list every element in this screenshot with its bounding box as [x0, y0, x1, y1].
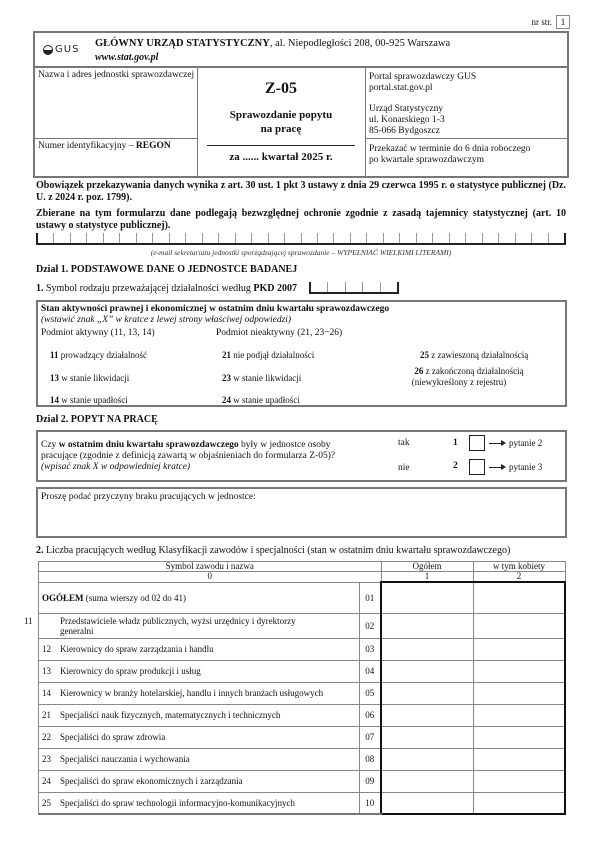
total-input[interactable] — [381, 660, 473, 682]
char-cell[interactable] — [334, 233, 350, 243]
total-input[interactable] — [381, 704, 473, 726]
org-name: GŁÓWNY URZĄD STATYSTYCZNY — [95, 38, 270, 49]
answer-yes-checkbox[interactable] — [469, 435, 485, 451]
occupation-symbol: 13 — [42, 666, 51, 676]
answer-yes-label: tak — [398, 438, 410, 448]
table-colnum-row: 0 1 2 — [39, 572, 566, 583]
occupation-symbol: 22 — [42, 732, 51, 742]
org-title — [95, 38, 450, 49]
women-input[interactable] — [473, 613, 565, 638]
char-cell[interactable] — [367, 233, 383, 243]
char-cell[interactable] — [516, 233, 532, 243]
occupation-name: 22 Specjaliści do spraw zdrowia — [39, 726, 360, 748]
table-row — [39, 704, 566, 726]
table-header-row — [39, 562, 566, 572]
women-input[interactable] — [473, 770, 565, 792]
row-number: 10 — [359, 792, 381, 814]
col-header-women: w tym kobiety — [473, 562, 565, 572]
legal-confidentiality: Zbierane na tym formularzu dane podlegają bezwzględnej ochronie zgodnie z zasadą tajemnicy statystycznej (art. 10 ustawy o statystyce publicznej). — [36, 208, 566, 231]
row-number: 04 — [359, 660, 381, 682]
status-option-13[interactable]: 13 w stanie likwidacji — [50, 373, 130, 383]
char-cell[interactable] — [309, 282, 328, 292]
total-input[interactable] — [381, 792, 473, 814]
form-info-grid — [33, 67, 569, 178]
char-cell[interactable] — [203, 233, 219, 243]
char-cell[interactable] — [36, 233, 54, 243]
status-title: Stan aktywności prawnej i ekonomicznej w ostatnim dniu kwartału sprawozdawczego — [41, 304, 390, 314]
total-input[interactable] — [381, 682, 473, 704]
table-row — [39, 770, 566, 792]
char-cell[interactable] — [450, 233, 466, 243]
char-cell[interactable] — [170, 233, 186, 243]
regon-field[interactable]: Numer identyfikacyjny – REGON — [38, 141, 171, 151]
char-cell[interactable] — [120, 233, 136, 243]
row-number: 06 — [359, 704, 381, 726]
char-cell[interactable] — [499, 233, 515, 243]
portal-link[interactable]: portal.stat.gov.pl — [369, 83, 433, 93]
goto-question-2: pytanie 2 — [489, 438, 542, 448]
page-number — [531, 15, 570, 29]
col-header-name: Symbol zawodu i nazwa — [39, 562, 382, 572]
total-input[interactable] — [381, 613, 473, 638]
page-number-label: nr str. — [531, 17, 552, 27]
row-number: 05 — [359, 682, 381, 704]
answer-no-label: nie — [398, 463, 410, 473]
occupation-name: 12 Kierownicy do spraw zarządzania i handlu — [39, 638, 360, 660]
char-cell[interactable] — [483, 233, 499, 243]
email-input[interactable] — [36, 233, 566, 245]
row-number: 01 — [359, 582, 381, 613]
status-option-26[interactable]: 26 z zakończoną działalnością (niewykreślony z rejestru) — [411, 366, 524, 387]
women-input[interactable] — [473, 726, 565, 748]
answer-yes-code: 1 — [453, 438, 458, 448]
char-cell[interactable] — [219, 233, 235, 243]
table-row — [39, 726, 566, 748]
workers-question: Czy w ostatnim dniu kwartału sprawozdawczego były w jednostce osoby pracujące (zgodnie z definicją zawartą w objaśnieniach do formularza Z-05)? (wpisać znak X w odpowiedniej kratce) — [41, 440, 336, 472]
table-row — [39, 582, 566, 613]
unit-name-label: Nazwa i adres jednostki sprawozdawczej — [38, 70, 195, 80]
row-number: 09 — [359, 770, 381, 792]
char-cell[interactable] — [351, 233, 367, 243]
char-cell[interactable] — [433, 233, 449, 243]
gus-logo-icon — [43, 45, 53, 55]
occupation-name: 23 Specjaliści nauczania i wychowania — [39, 748, 360, 770]
page-number-value: 1 — [556, 15, 570, 29]
total-input[interactable] — [381, 726, 473, 748]
char-cell[interactable] — [466, 233, 482, 243]
answer-no-checkbox[interactable] — [469, 459, 485, 475]
status-hint: (wstawić znak „X” w kratce z lewej strony właściwej odpowiedzi) — [41, 315, 292, 325]
form-title: Sprawozdanie popytu na pracę — [229, 109, 333, 135]
char-cell[interactable] — [269, 233, 285, 243]
reporting-period: za ...... kwartał 2025 r. — [229, 151, 333, 163]
arrow-right-icon — [501, 440, 506, 446]
char-cell[interactable] — [186, 233, 202, 243]
table-row — [39, 613, 566, 638]
occupation-symbol: 25 — [42, 797, 51, 808]
deadline-info: Przekazać w terminie do 6 dnia roboczego po kwartale sprawozdawczym — [369, 144, 531, 165]
form-header — [33, 31, 569, 67]
answer-no-code: 2 — [453, 461, 458, 471]
pkd-question: 1. Symbol rodzaju przeważającej działalności według PKD 2007 — [36, 283, 298, 294]
women-input[interactable] — [473, 660, 565, 682]
section2-title: Dział 2. POPYT NA PRACĘ — [36, 414, 158, 425]
women-input[interactable] — [473, 638, 565, 660]
char-cell[interactable] — [532, 233, 548, 243]
occupation-symbol: 24 — [42, 776, 51, 786]
women-input[interactable] — [473, 792, 565, 814]
unit-name-field[interactable] — [38, 70, 196, 81]
occupation-name: 11 Przedstawiciele władz publicznych, wyżsi urzędnicy i dyrektorzy generalni — [39, 613, 360, 638]
women-input[interactable] — [473, 748, 565, 770]
email-note: (e-mail sekretariatu jednostki sporządzającej sprawozdanie – WYPEŁNIAĆ WIELKIMI LITERAMI) — [150, 248, 452, 257]
gus-logo-text: GUS — [55, 44, 80, 55]
occupation-name: 21 Specjaliści nauk fizycznych, matematycznych i technicznych — [39, 704, 360, 726]
occupation-name: OGÓŁEM (suma wierszy od 02 do 41) — [39, 582, 360, 613]
char-cell[interactable] — [87, 233, 103, 243]
total-input[interactable] — [381, 582, 473, 613]
org-address: , al. Niepodległości 208, 00-925 Warszawa — [269, 38, 451, 49]
arrow-right-icon — [501, 464, 506, 470]
char-cell[interactable] — [236, 233, 252, 243]
col-header-total: Ogółem — [381, 562, 473, 572]
char-cell[interactable] — [346, 282, 363, 292]
women-input[interactable] — [473, 704, 565, 726]
char-cell[interactable] — [363, 282, 380, 292]
regon-label: Numer identyfikacyjny – — [38, 141, 136, 151]
char-cell[interactable] — [318, 233, 334, 243]
portal-info: Portal sprawozdawczy GUS portal.stat.gov.pl — [369, 72, 567, 94]
gus-logo — [43, 44, 79, 55]
char-cell[interactable] — [153, 233, 169, 243]
char-cell[interactable] — [400, 233, 416, 243]
char-cell[interactable] — [252, 233, 268, 243]
occupation-symbol: 11 — [24, 615, 33, 626]
char-cell[interactable] — [71, 233, 87, 243]
status-option-25[interactable]: 25 z zawieszoną działalnością — [420, 350, 529, 360]
total-input[interactable] — [381, 748, 473, 770]
row-number: 03 — [359, 638, 381, 660]
no-workers-reason-label: Proszę podać przyczyny braku pracujących w jednostce: — [41, 492, 256, 502]
char-cell[interactable] — [381, 282, 399, 292]
total-input[interactable] — [381, 770, 473, 792]
status-option-24[interactable]: 24 w stanie upadłości — [222, 395, 300, 405]
status-option-14[interactable]: 14 w stanie upadłości — [50, 395, 128, 405]
status-option-21[interactable]: 21 nie podjął działalności — [222, 350, 315, 360]
women-input[interactable] — [473, 582, 565, 613]
pkd-input[interactable] — [309, 282, 399, 294]
form-code: Z-05 — [265, 80, 297, 97]
goto-question-3: pytanie 3 — [489, 462, 542, 472]
char-cell[interactable] — [302, 233, 318, 243]
occupation-symbol: 12 — [42, 644, 51, 654]
table-row — [39, 792, 566, 814]
inactive-group-label: Podmiot nieaktywny (21, 23−26) — [216, 328, 343, 338]
women-input[interactable] — [473, 682, 565, 704]
occupation-name: 13 Kierownicy do spraw produkcji i usług — [39, 660, 360, 682]
office-address: Urząd Statystyczny ul. Konarskiego 1-3 85-066 Bydgoszcz — [369, 104, 445, 136]
table-row — [39, 638, 566, 660]
occupation-symbol: 21 — [42, 710, 51, 720]
char-cell[interactable] — [328, 282, 345, 292]
char-cell[interactable] — [104, 233, 120, 243]
char-cell[interactable] — [417, 233, 433, 243]
occupation-symbol: 14 — [42, 688, 51, 698]
table-row — [39, 748, 566, 770]
char-cell[interactable] — [384, 233, 400, 243]
occupation-name: 24 Specjaliści do spraw ekonomicznych i zarządzania — [39, 770, 360, 792]
total-input[interactable] — [381, 638, 473, 660]
char-cell[interactable] — [137, 233, 153, 243]
table-row — [39, 682, 566, 704]
status-option-11[interactable]: 11 prowadzący działalność — [50, 350, 147, 360]
occupation-question: 2. Liczba pracujących według Klasyfikacji zawodów i specjalności (stan w ostatnim dniu kwartału sprawozdawczego) — [36, 545, 511, 556]
org-website[interactable]: www.stat.gov.pl — [95, 52, 159, 63]
row-number: 02 — [359, 613, 381, 638]
workers-question-panel — [36, 430, 567, 482]
active-group-label: Podmiot aktywny (11, 13, 14) — [41, 328, 155, 338]
row-number: 07 — [359, 726, 381, 748]
no-workers-reason-field[interactable] — [36, 487, 567, 538]
char-cell[interactable] — [549, 233, 566, 243]
char-cell[interactable] — [285, 233, 301, 243]
section1-title: Dział 1. PODSTAWOWE DANE O JEDNOSTCE BADANEJ — [36, 264, 298, 275]
occupation-table — [24, 561, 566, 815]
row-number: 08 — [359, 748, 381, 770]
occupation-symbol: 23 — [42, 754, 51, 764]
occupation-name: 25 Specjaliści do spraw technologii informacyjno-komunikacyjnych — [39, 792, 360, 814]
legal-obligation: Obowiązek przekazywania danych wynika z art. 30 ust. 1 pkt 3 ustawy z dnia 29 czerwca 1995 r. o statystyce publicznej (Dz. U. z 2024 r. poz. 1799). — [36, 180, 566, 203]
table-row — [39, 660, 566, 682]
activity-status-panel — [36, 300, 567, 407]
status-option-23[interactable]: 23 w stanie likwidacji — [222, 373, 302, 383]
occupation-name: 14 Kierownicy w branży hotelarskiej, handlu i innych branżach usługowych — [39, 682, 360, 704]
char-cell[interactable] — [54, 233, 70, 243]
